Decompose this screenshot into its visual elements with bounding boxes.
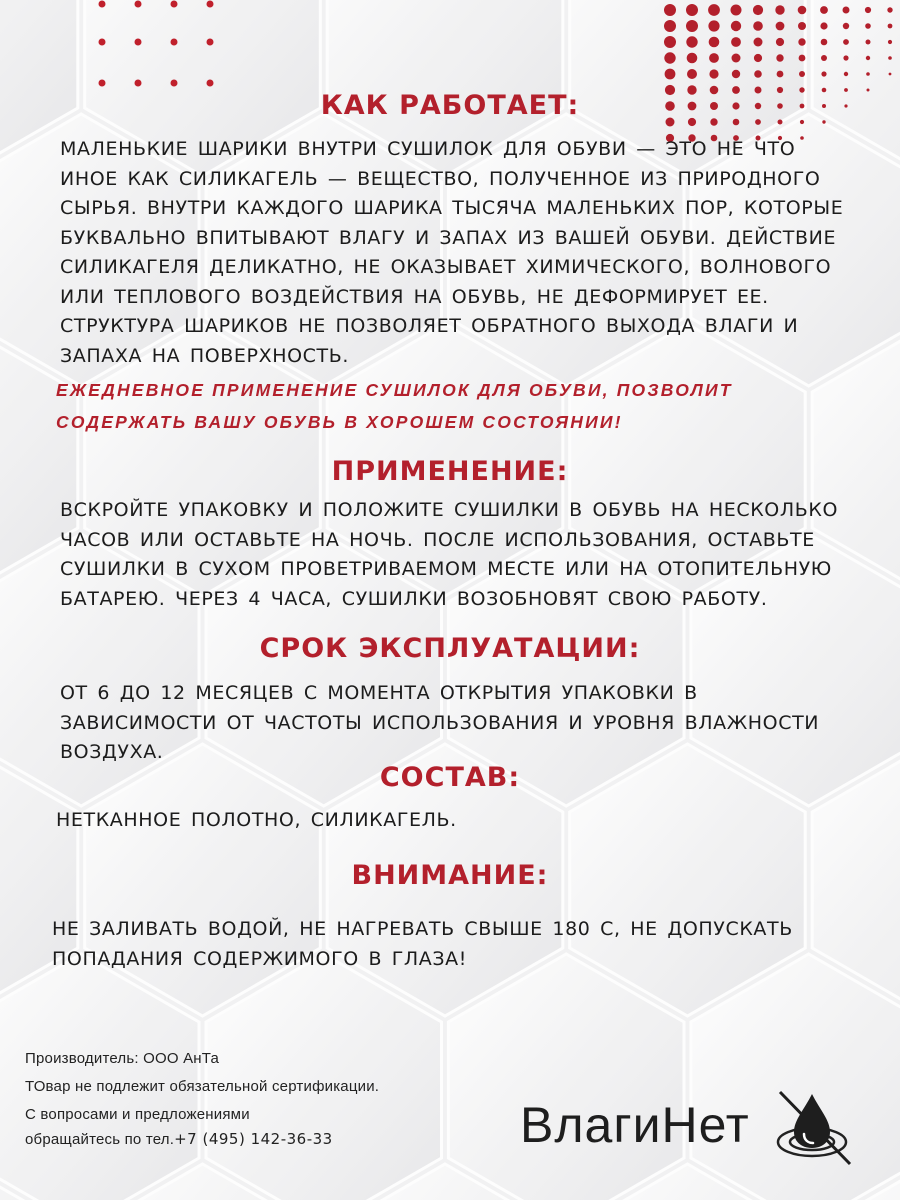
manufacturer-info: Производитель: ООО АнТа [25,1050,220,1067]
halftone-dot [820,6,828,14]
heading-how-it-works: КАК РАБОТАЕТ: [320,90,580,121]
contact-line: С вопросами и предложениями [25,1106,250,1123]
contact-prefix: обращайтесь по тел. [25,1131,175,1148]
halftone-dot [798,38,805,45]
contact-phone-line [25,1130,333,1148]
lifetime-text: ОТ 6 ДО 12 МЕСЯЦЕВ С МОМЕНТА ОТКРЫТИЯ УПАКОВКИ В ЗАВИСИМОСТИ ОТ ЧАСТОТЫ ИСПОЛЬЗОВАНИЯ И УРОВНЯ ВЛАЖНОСТИ ВОЗДУХА. [60,682,820,763]
halftone-dot [731,21,741,31]
warning-text: НЕ ЗАЛИВАТЬ ВОДОЙ, НЕ НАГРЕВАТЬ СВЫШЕ 180 С, НЕ ДОПУСКАТЬ ПОПАДАНИЯ СОДЕРЖИМОГО В ГЛАЗА! [52,918,793,970]
halftone-dot [709,53,719,63]
halftone-dot [888,40,892,44]
halftone-dot [889,73,892,76]
halftone-dot [753,5,763,15]
halftone-dot [866,40,871,45]
halftone-dot [865,7,871,13]
halftone-dot [888,24,893,29]
usage-text: ВСКРОЙТЕ УПАКОВКУ И ПОЛОЖИТЕ СУШИЛКИ В ОБУВЬ НА НЕСКОЛЬКО ЧАСОВ ИЛИ ОСТАВЬТЕ НА НОЧЬ. ПОСЛЕ ИСПОЛЬЗОВАНИЯ, ОСТАВЬТЕ СУШИЛКИ В СУХОМ ПРОВЕТРИВАЕМОМ МЕСТЕ ИЛИ НА ОТОПИТЕЛЬНУЮ БАТАРЕЮ. ЧЕРЕЗ 4 ЧАСА, СУШИЛКИ ВОЗОБНОВЯТ СВОЮ РАБОТУ. [60,499,839,610]
halftone-dot [709,69,718,78]
halftone-dot [821,39,828,46]
halftone-dot [731,37,741,47]
halftone-dot [798,6,807,15]
halftone-dot [843,23,849,29]
halftone-dot [843,7,850,14]
halftone-dot [708,4,720,16]
halftone-dot [798,22,806,30]
halftone-dot [708,20,719,31]
phone-number[interactable]: +7 (495) 142-36-33 [174,1130,333,1148]
halftone-dot [844,72,848,76]
halftone-dot [731,5,742,16]
highlight-text: ЕЖЕДНЕВНОЕ ПРИМЕНЕНИЕ СУШИЛОК ДЛЯ ОБУВИ, ПОЗВОЛИТ СОДЕРЖАТЬ ВАШУ ОБУВЬ В ХОРОШЕМ СОСТОЯНИИ! [56,380,733,432]
how-it-works-text: МАЛЕНЬКИЕ ШАРИКИ ВНУТРИ СУШИЛОК ДЛЯ ОБУВИ — ЭТО НЕ ЧТО ИНОЕ КАК СИЛИКАГЕЛЬ — ВЕЩЕСТВО, ПОЛУЧЕННОЕ ИЗ ПРИРОДНОГО СЫРЬЯ. ВНУТРИ КАЖДОГО ШАРИКА ТЫСЯЧА МАЛЕНЬКИХ ПОР, КОТОРЫЕ БУКВАЛЬНО ВПИТЫВАЮТ ВЛАГУ И ЗАПАХ ИЗ ВАШЕЙ ОБУВИ. ДЕЙСТВИЕ СИЛИКАГЕЛЯ ДЕЛИКАТНО, НЕ ОКАЗЫВАЕТ ХИМИЧЕСКОГО, ВОЛНОВОГО ИЛИ ТЕПЛОВОГО ВОЗДЕЙСТВИЯ НА ОБУВЬ, НЕ ДЕФОРМИРУЕТ ЕЕ. СТРУКТУРА ШАРИКОВ НЕ ПОЗВОЛЯЕТ ОБРАТНОГО ВЫХОДА ВЛАГИ И ЗАПАХА НА ПОВЕРХНОСТЬ. [60,138,844,367]
halftone-dot [732,54,741,63]
halftone-dot [777,71,784,78]
halftone-dot [753,21,763,31]
halftone-dot [665,69,676,80]
halftone-dot [799,55,806,62]
halftone-dot [754,70,762,78]
heading-usage: ПРИМЕНЕНИЕ: [331,456,569,487]
halftone-dot [664,36,676,48]
halftone-dot [687,53,698,64]
halftone-dot [687,69,697,79]
top-left-dots [90,0,230,100]
halftone-dot [754,54,762,62]
top-right-halftone [650,0,900,150]
no-water-drop-icon [770,1088,860,1168]
composition-text: НЕТКАННОЕ ПОЛОТНО, СИЛИКАГЕЛЬ. [56,809,457,831]
halftone-dot [686,36,697,47]
heading-lifetime: СРОК ЭКСПЛУАТАЦИИ: [259,633,641,664]
halftone-dot [820,22,827,29]
halftone-dot [664,20,676,32]
halftone-dot [799,71,805,77]
heading-warning: ВНИМАНИЕ: [351,860,549,891]
halftone-dot [821,71,826,76]
brand-name: ВлагиНет [520,1097,750,1153]
halftone-dot [843,39,849,45]
halftone-dot [776,22,785,31]
halftone-dot [843,55,848,60]
halftone-dot [776,54,783,61]
halftone-dot [887,7,892,12]
halftone-dot [686,20,698,32]
heading-composition: СОСТАВ: [379,762,521,793]
halftone-dot [732,70,740,78]
halftone-dot [754,38,763,47]
halftone-dot [866,56,870,60]
halftone-dot [866,72,870,76]
halftone-dot [664,4,676,16]
halftone-dot [821,55,827,61]
halftone-dot [686,4,698,16]
certification-info: ТОвар не подлежит обязательной сертификации. [25,1078,380,1095]
halftone-dot [865,23,871,29]
halftone-dot [775,5,784,14]
halftone-dot [776,38,784,46]
halftone-dot [709,37,720,48]
halftone-dot [664,52,675,63]
halftone-dot [888,56,892,60]
